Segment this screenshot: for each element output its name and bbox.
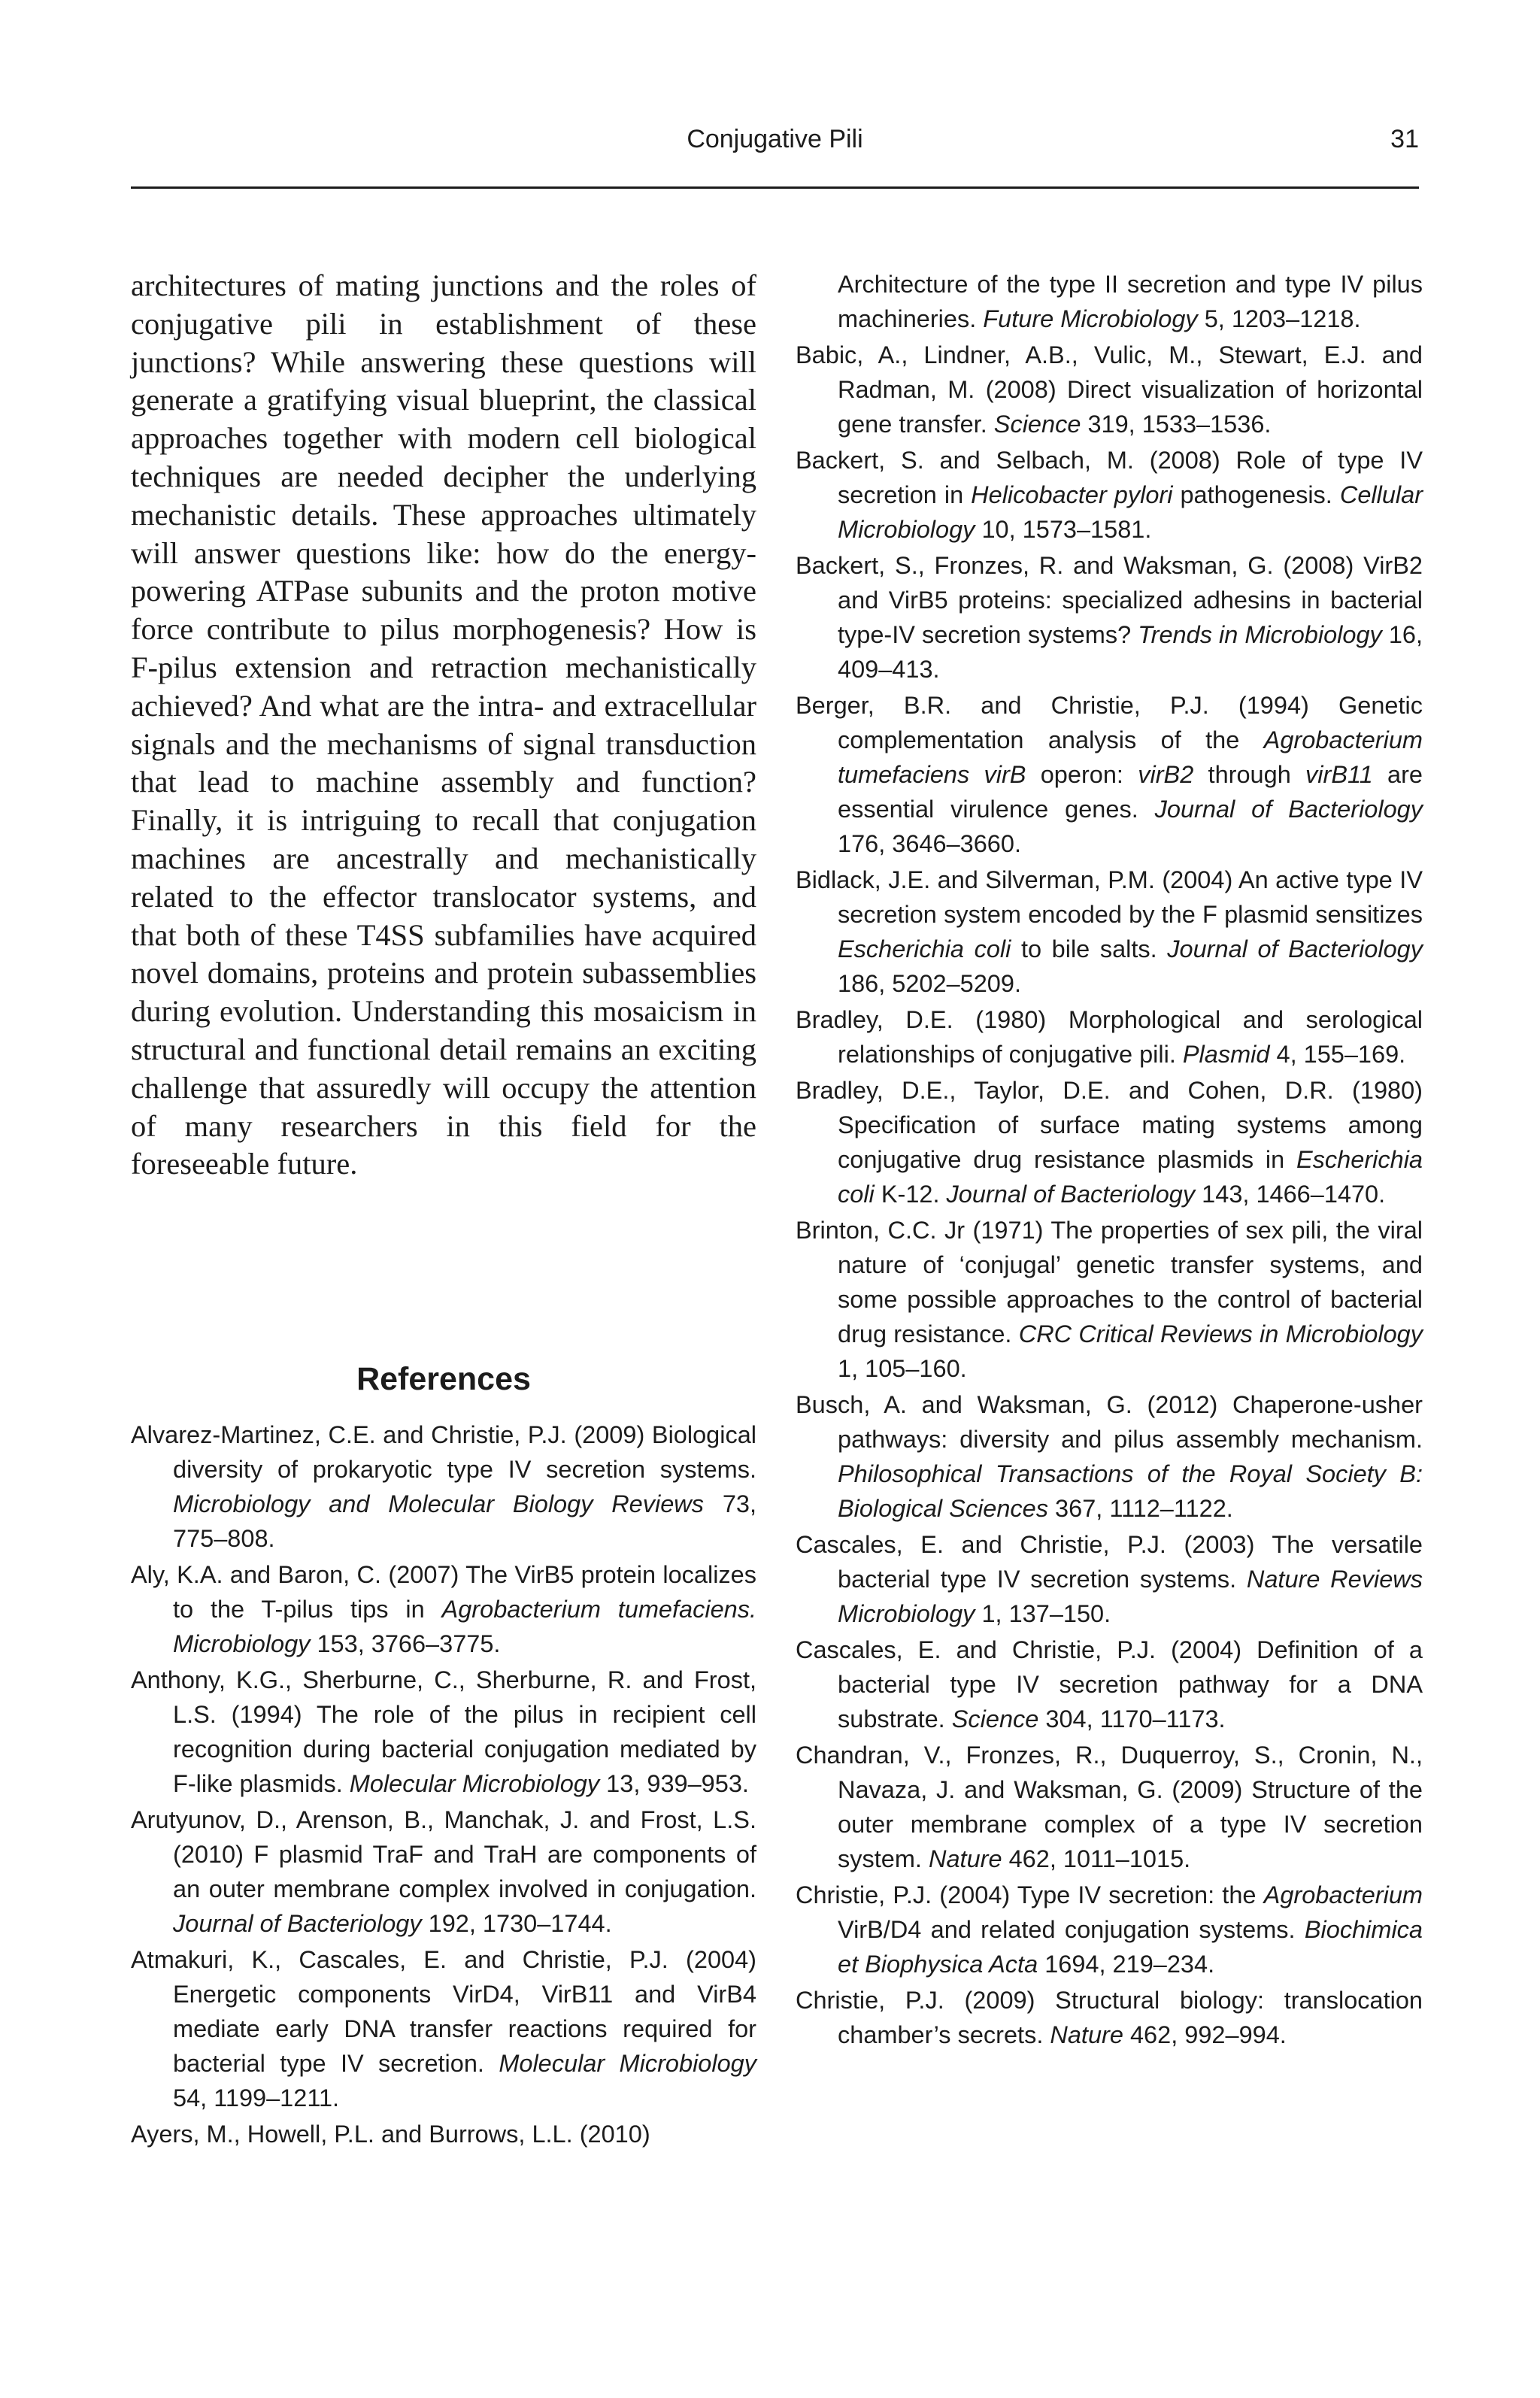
reference-item: Anthony, K.G., Sherburne, C., Sherburne, R. and Frost, L.S. (1994) The role of the pilus in recipient cell recognition during bacterial conjugation mediated by F-like plasmids. Molecular Microbiology 13, 939–953. — [131, 1666, 756, 1797]
header-rule — [131, 186, 1419, 189]
body-paragraph: architectures of mating junctions and the roles of conjugative pili in establishment of these junctions? While answering these questions will generate a gratifying visual blueprint, the classical approaches together with modern cell biological techniques are needed decipher the underlying mechanistic details. These approaches ultimately will answer questions like: how do the energy-powering ATPase subunits and the proton motive force contribute to pilus morphogenesis? How is F-pilus extension and retraction mechanistically achieved? And what are the intra- and extracellular signals and the mechanisms of signal transduction that lead to machine assembly and function? Finally, it is intriguing to recall that conjugation machines are ancestrally and mechanistically related to the effector translocator systems, and that both of these T4SS subfamilies have acquired novel domains, proteins and protein subassemblies during evolution. Understanding this mosaicism in structural and functional detail remains an exciting challenge that assuredly will occupy the attention of many researchers in this field for the foreseeable future. — [131, 268, 756, 1181]
reference-item: Aly, K.A. and Baron, C. (2007) The VirB5 protein localizes to the T-pilus tips in Agrobacterium tumefaciens. Microbiology 153, 3766–3775. — [131, 1561, 756, 1657]
reference-item: Backert, S. and Selbach, M. (2008) Role of type IV secretion in Helicobacter pylori pathogenesis. Cellular Microbiology 10, 1573–1581. — [796, 447, 1423, 543]
reference-item: Brinton, C.C. Jr (1971) The properties of sex pili, the viral nature of ‘conjugal’ genetic transfer systems, and some possible approaches to the control of bacterial drug resistance. CRC Critical Reviews in Microbiology 1, 105–160. — [796, 1217, 1423, 1382]
reference-item: Bidlack, J.E. and Silverman, P.M. (2004) An active type IV secretion system encoded by the F plasmid sensitizes Escherichia coli to bile salts. Journal of Bacteriology 186, 5202–5209. — [796, 866, 1423, 997]
reference-item: Busch, A. and Waksman, G. (2012) Chaperone-usher pathways: diversity and pilus assembly mechanism. Philosophical Transactions of the Royal Society B: Biological Sciences 367, 1112–1122. — [796, 1391, 1423, 1522]
running-title: Conjugative Pili — [687, 125, 863, 153]
left-column — [131, 267, 756, 2148]
running-header — [131, 120, 1419, 165]
reference-item: Berger, B.R. and Christie, P.J. (1994) Genetic complementation analysis of the Agrobacterium tumefaciens virB operon: virB2 through virB11 are essential virulence genes. Journal of Bacteriology 176, 3646–3660. — [796, 692, 1423, 857]
reference-item: Alvarez-Martinez, C.E. and Christie, P.J. (2009) Biological diversity of prokaryotic type IV secretion systems. Microbiology and Molecular Biology Reviews 73, 775–808. — [131, 1421, 756, 1552]
reference-item: Christie, P.J. (2009) Structural biology: translocation chamber’s secrets. Nature 462, 992–994. — [796, 1987, 1423, 2048]
reference-item: Chandran, V., Fronzes, R., Duquerroy, S., Cronin, N., Navaza, J. and Waksman, G. (2009) Structure of the outer membrane complex of a type IV secretion system. Nature 462, 1011–1015. — [796, 1742, 1423, 1872]
reference-item: Christie, P.J. (2004) Type IV secretion: the Agrobacterium VirB/D4 and related conjugation systems. Biochimica et Biophysica Acta 1694, 219–234. — [796, 1881, 1423, 1978]
reference-item: Atmakuri, K., Cascales, E. and Christie, P.J. (2004) Energetic components VirD4, VirB11 and VirB4 mediate early DNA transfer reactions required for bacterial type IV secretion. Molecular Microbiology 54, 1199–1211. — [131, 1946, 756, 2112]
reference-item: Bradley, D.E., Taylor, D.E. and Cohen, D.R. (1980) Specification of surface mating systems among conjugative drug resistance plasmids in Escherichia coli K-12. Journal of Bacteriology 143, 1466–1470. — [796, 1077, 1423, 1208]
reference-item: Ayers, M., Howell, P.L. and Burrows, L.L. (2010) — [131, 2121, 650, 2148]
references-list-right — [796, 267, 1423, 2054]
reference-item: Arutyunov, D., Arenson, B., Manchak, J. and Frost, L.S. (2010) F plasmid TraF and TraH are components of an outer membrane complex involved in conjugation. Journal of Bacteriology 192, 1730–1744. — [131, 1806, 756, 1937]
reference-item: Bradley, D.E. (1980) Morphological and serological relationships of conjugative pili. Plasmid 4, 155–169. — [796, 1006, 1423, 1068]
references-heading: References — [356, 1361, 531, 1397]
reference-item: Cascales, E. and Christie, P.J. (2004) Definition of a bacterial type IV secretion pathway for a DNA substrate. Science 304, 1170–1173. — [796, 1636, 1423, 1733]
page-number: 31 — [1390, 125, 1419, 153]
reference-item: Cascales, E. and Christie, P.J. (2003) The versatile bacterial type IV secretion systems. Nature Reviews Microbiology 1, 137–150. — [796, 1531, 1423, 1627]
reference-continuation: Architecture of the type II secretion and type IV pilus machineries. Future Microbiology 5, 1203–1218. — [838, 271, 1423, 332]
reference-item: Babic, A., Lindner, A.B., Vulic, M., Stewart, E.J. and Radman, M. (2008) Direct visualization of horizontal gene transfer. Science 319, 1533–1536. — [796, 341, 1423, 438]
reference-item: Backert, S., Fronzes, R. and Waksman, G. (2008) VirB2 and VirB5 proteins: specialized adhesins in bacterial type-IV secretion systems? Trends in Microbiology 16, 409–413. — [796, 552, 1423, 683]
references-list-left — [131, 1417, 756, 2153]
